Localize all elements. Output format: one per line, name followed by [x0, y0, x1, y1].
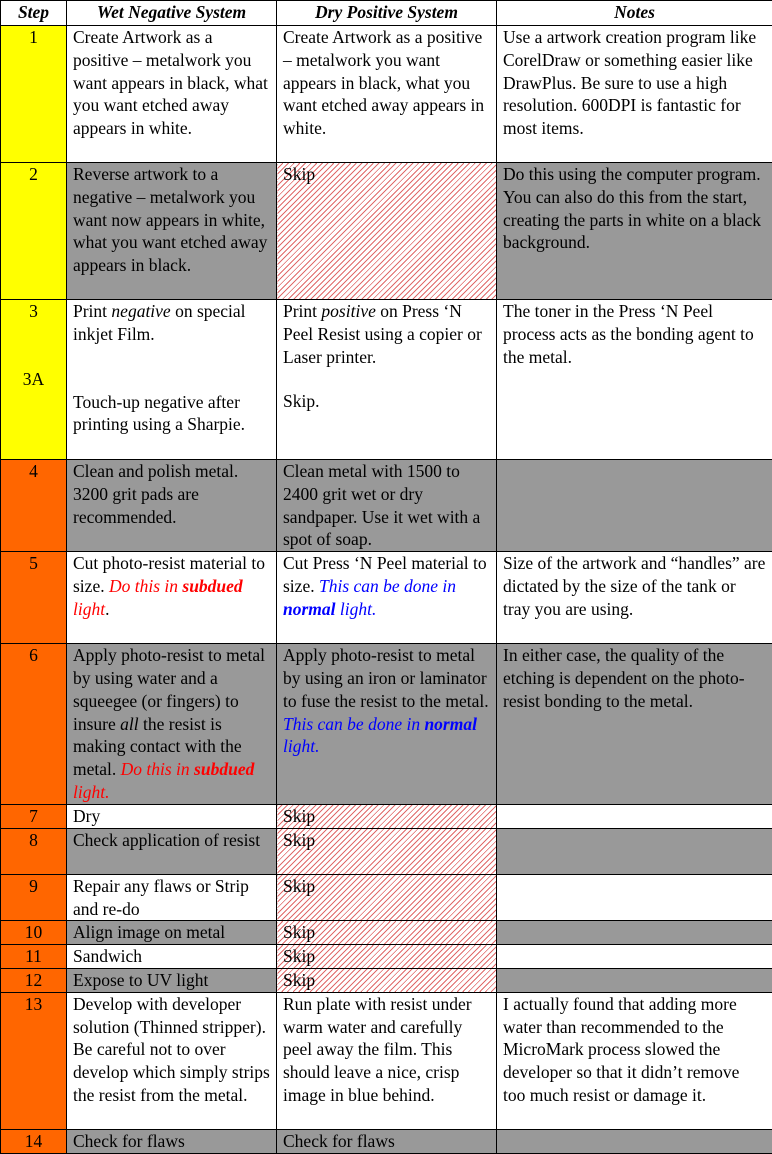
step-cell	[1, 300, 67, 460]
header-step: Step	[1, 1, 67, 26]
wet-cell: Expose to UV light	[67, 968, 277, 992]
step-cell: 5	[1, 552, 67, 644]
wet-cell: Cut photo-resist material to size. Do this in subdued light.	[67, 552, 277, 644]
header-dry: Dry Positive System	[277, 1, 497, 26]
dry-cell: Skip	[277, 163, 497, 300]
wet-cell: Dry	[67, 804, 277, 828]
dry-cell: Print positive on Press ‘N Peel Resist using a copier or Laser printer. Skip.	[277, 300, 497, 460]
notes-cell: The toner in the Press ‘N Peel process acts as the bonding agent to the metal.	[497, 300, 772, 460]
notes-cell	[497, 874, 772, 921]
wet-cell: Clean and polish metal. 3200 grit pads are recommended.	[67, 460, 277, 552]
notes-cell	[497, 921, 772, 945]
step-cell: 2	[1, 163, 67, 300]
table-row	[1, 828, 772, 874]
table-row	[1, 945, 772, 969]
step-cell: 8	[1, 828, 67, 874]
step-cell: 1	[1, 26, 67, 163]
notes-cell	[497, 968, 772, 992]
wet-cell: Check application of resist	[67, 828, 277, 874]
header-row	[1, 1, 772, 26]
step-cell: 4	[1, 460, 67, 552]
table-row	[1, 163, 772, 300]
notes-cell: In either case, the quality of the etching is dependent on the photo-resist bonding to the metal.	[497, 644, 772, 805]
table-row	[1, 804, 772, 828]
step-cell: 12	[1, 968, 67, 992]
dry-cell: Apply photo-resist to metal by using an iron or laminator to fuse the resist to the metal. This can be done in normal light.	[277, 644, 497, 805]
wet-cell: Sandwich	[67, 945, 277, 969]
notes-cell: I actually found that adding more water than recommended to the MicroMark process slowed the developer so that it didn’t remove too much resist or damage it.	[497, 992, 772, 1129]
notes-cell	[497, 945, 772, 969]
notes-cell	[497, 460, 772, 552]
dry-cell: Run plate with resist under warm water and carefully peel away the film. This should leave a nice, crisp image in blue behind.	[277, 992, 497, 1129]
step-cell: 10	[1, 921, 67, 945]
table-row	[1, 552, 772, 644]
notes-cell	[497, 804, 772, 828]
dry-cell: Skip	[277, 945, 497, 969]
table-row	[1, 874, 772, 921]
table-row	[1, 300, 772, 460]
dry-cell: Skip	[277, 921, 497, 945]
table-row	[1, 1129, 772, 1153]
dry-cell: Skip	[277, 874, 497, 921]
notes-cell: Do this using the computer program. You can also do this from the start, creating the parts in white on a black background.	[497, 163, 772, 300]
header-notes: Notes	[497, 1, 772, 26]
table-row	[1, 992, 772, 1129]
wet-cell: Develop with developer solution (Thinned stripper). Be careful not to over develop which simply strips the resist from the metal.	[67, 992, 277, 1129]
wet-cell: Check for flaws	[67, 1129, 277, 1153]
table-row	[1, 968, 772, 992]
dry-cell: Check for flaws	[277, 1129, 497, 1153]
step-cell: 11	[1, 945, 67, 969]
dry-cell: Skip	[277, 968, 497, 992]
dry-cell: Skip	[277, 828, 497, 874]
wet-cell: Print negative on special inkjet Film. Touch-up negative after printing using a Sharpie.	[67, 300, 277, 460]
table-row	[1, 921, 772, 945]
dry-cell: Create Artwork as a positive – metalwork you want appears in black, what you want etched away appears in white.	[277, 26, 497, 163]
step-cell: 9	[1, 874, 67, 921]
notes-cell: Size of the artwork and “handles” are dictated by the size of the tank or tray you are using.	[497, 552, 772, 644]
notes-cell	[497, 1129, 772, 1153]
step-cell: 6	[1, 644, 67, 805]
wet-cell: Create Artwork as a positive – metalwork you want appears in black, what you want etched away appears in white.	[67, 26, 277, 163]
step-number: 3A	[23, 369, 44, 389]
dry-cell: Cut Press ‘N Peel material to size. This can be done in normal light.	[277, 552, 497, 644]
notes-cell	[497, 828, 772, 874]
step-cell: 13	[1, 992, 67, 1129]
table-row	[1, 644, 772, 805]
header-wet: Wet Negative System	[67, 1, 277, 26]
step-cell: 7	[1, 804, 67, 828]
table-row	[1, 26, 772, 163]
step-cell: 14	[1, 1129, 67, 1153]
dry-cell: Skip	[277, 804, 497, 828]
step-number: 3	[29, 301, 38, 321]
dry-cell: Clean metal with 1500 to 2400 grit wet or dry sandpaper. Use it wet with a spot of soap.	[277, 460, 497, 552]
wet-cell: Apply photo-resist to metal by using water and a squeegee (or fingers) to insure all the resist is making contact with the metal. Do this in subdued light.	[67, 644, 277, 805]
notes-cell: Use a artwork creation program like CorelDraw or something easier like DrawPlus. Be sure to use a high resolution. 600DPI is fantastic for most items.	[497, 26, 772, 163]
wet-cell: Repair any flaws or Strip and re-do	[67, 874, 277, 921]
table-row	[1, 460, 772, 552]
wet-cell: Reverse artwork to a negative – metalwork you want now appears in white, what you want etched away appears in black.	[67, 163, 277, 300]
wet-cell: Align image on metal	[67, 921, 277, 945]
